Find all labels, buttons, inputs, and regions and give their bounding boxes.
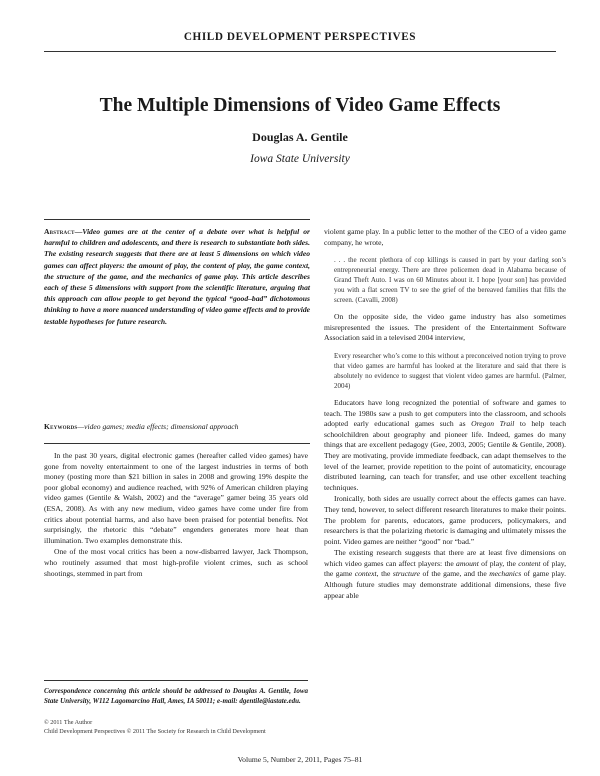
industry-paragraph: On the opposite side, the video game industry has also sometimes misrepresented the issues. The president of the Entertainment Software Association said in a televised 2004 interview, — [324, 312, 566, 343]
abstract-text: —Video games are at the center of a debate over what is helpful or harmful to children and adolescents, and there is research to substantiate both sides. The existing research suggests that there are at least 5 dimensions on which video games can affect players: the amount of play, the content of play, the game context, the structure of the game, and the mechanics of game play. This article describes each of these 5 dimensions with support from the scientific literature, arguing that this approach can allow people to get beyond the typical “good–bad” dichotomous thinking to have a more nuanced understanding of video game effects and to provide testable hypotheses for future research. — [44, 227, 310, 326]
abstract — [44, 226, 310, 327]
volume-info: Volume 5, Number 2, 2011, Pages 75–81 — [237, 755, 363, 764]
dimensions-paragraph: The existing research suggests that there are at least five dimensions on which video games can affect players: the amount of play, the content of play, the game context, the structure of the game, and the mechanics of game play. Although future studies may demonstrate additional dimensions, these five appear able — [324, 548, 566, 600]
copyright-journal: Child Development Perspectives © 2011 The Society for Research in Child Development — [44, 728, 266, 735]
correspondence-note: Correspondence concerning this article should be addressed to Douglas A. Gentile, Iowa State University, W112 Lagomarcino Hall, Ames, IA 50011; e-mail: dgentile@iastate.edu. — [44, 687, 308, 705]
header-rule — [44, 51, 556, 52]
intro-paragraph: In the past 30 years, digital electronic games (hereafter called video games) have gone from novelty entertainment to one of the largest industries in terms of both money (posting more than $21 billion in sales in 2008 and growing 19% despite the poor global economy) and audience reached, with 92% of American children playing video games (Gentile & Walsh, 2002) and the “average” gamer being 35 years old (ESA, 2008). As with any new medium, video games have come under fire from critics about potential harms, and also have been praised for potential benefits. Not surprisingly, the rhetoric this “debate” engenders generates more heat than illumination. Two examples demonstrate this. — [44, 451, 308, 545]
thompson-quote: . . . the recent plethora of cop killings is caused in part by your darling son’s entrepreneurial energy. There are three policemen dead in Alabama because of Grand Theft Auto. I was on 60 Minutes about it. I hope [your son] has provided you with a flat screen TV to see the grief of the bereaved families that fills the screen. (Cavalli, 2008) — [334, 256, 566, 305]
critic-paragraph: One of the most vocal critics has been a now-disbarred lawyer, Jack Thompson, who routinely assumed that most high-profile violent crimes, such as school shootings, stemmed in part from — [44, 547, 308, 578]
left-column — [44, 451, 308, 579]
educators-paragraph: Educators have long recognized the potential of software and games to teach. The 1980s saw a push to get computers into the classroom, and schools adopted early educational games such as Oregon Trail to help teach schoolchildren about geography and pioneer life. Indeed, games do many things that are excellent pedagogy (Gee, 2003, 2005; Gentile & Gentile, 2008). They are motivating, provide immediate feedback, can adapt themselves to the level of the learner, provide repetition to the point of automaticity, encourage distributed learning, can teach for transfer, and use other excellent teaching techniques. — [324, 397, 567, 492]
keywords-text: —video games; media effects; dimensional approach — [77, 422, 239, 431]
keywords-label: Keywords — [44, 422, 78, 431]
ironically-paragraph: Ironically, both sides are usually correct about the effects games can have. They tend, however, to select different research literatures to make their points. The problem for parents, educators, game producers, policymakers, and researchers is that the polarizing rhetoric is damaging and ultimately misses the point. Video games are neither “good” nor “bad.” — [324, 494, 566, 546]
abstract-top-rule — [44, 219, 310, 220]
abstract-label: Abstract — [44, 227, 75, 236]
article-title: The Multiple Dimensions of Video Game Effects — [99, 95, 501, 116]
footnote-rule — [44, 680, 308, 681]
author-affiliation: Iowa State University — [250, 153, 350, 165]
esa-quote: Every researcher who’s come to this without a preconceived notion trying to prove that video games are harmful has looked at the literature and said that there is absolutely no evidence to suggest that violent video games are harmful. (Palmer, 2004) — [334, 351, 566, 390]
author-name: Douglas A. Gentile — [252, 130, 348, 144]
journal-name: CHILD DEVELOPMENT PERSPECTIVES — [183, 31, 417, 43]
keywords — [44, 421, 310, 432]
right-column — [324, 227, 566, 601]
copyright-author: © 2011 The Author — [44, 719, 93, 726]
letter-intro-paragraph: violent game play. In a public letter to the mother of the CEO of a video game company, he wrote, — [324, 227, 566, 247]
abstract-bottom-rule — [44, 443, 310, 444]
